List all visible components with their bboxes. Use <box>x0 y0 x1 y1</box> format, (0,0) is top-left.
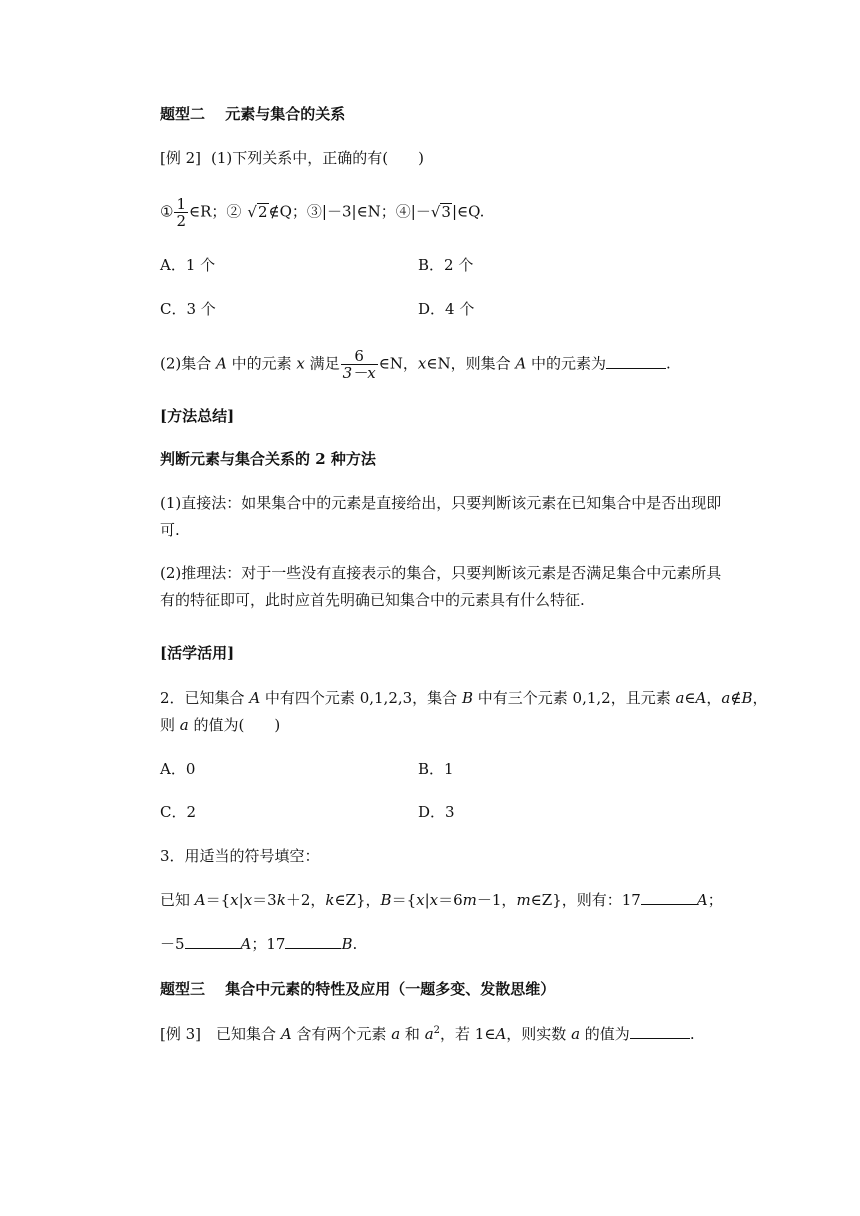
text: ∈Z}， <box>334 891 381 909</box>
var-A: A <box>216 354 227 373</box>
radicand: 3 <box>441 202 451 221</box>
fraction-6-over-3-x <box>341 348 378 381</box>
text: ＝3 <box>252 891 277 909</box>
answer-blank <box>606 354 666 369</box>
practice-question-3-line-2 <box>160 934 357 954</box>
option-a: A．1 个 <box>160 256 216 274</box>
section-heading-text: 题型三 集合中元素的特性及应用（一题多变、发散思维） <box>160 980 556 998</box>
text: －1， <box>476 891 517 909</box>
var-m: m <box>462 891 477 909</box>
method-paragraph-1-line-1: (1)直接法：如果集合中的元素是直接给出，只要判断该元素在已知集合中是否出现即 <box>160 494 722 512</box>
var-B: B <box>741 689 753 707</box>
text: 满足 <box>304 354 340 373</box>
var-a: a <box>424 1025 434 1043</box>
example-tag: [例 2] <box>160 149 202 167</box>
fraction-numerator: 6 <box>341 348 378 365</box>
var-A: A <box>280 1025 292 1043</box>
var-a: a <box>391 1025 401 1043</box>
var-A: A <box>240 935 252 953</box>
var-m: m <box>516 891 531 909</box>
answer-blank <box>641 890 697 905</box>
text: ， <box>752 689 768 707</box>
var-k: k <box>325 891 335 909</box>
text: 中的元素为 <box>526 354 607 373</box>
var-B: B <box>461 689 473 707</box>
text: 2．已知集合 <box>160 689 250 707</box>
text: ＝{ <box>205 891 231 909</box>
text: －5 <box>160 935 185 953</box>
var-x: x <box>296 354 305 373</box>
var-a: a <box>675 689 685 707</box>
text: ∉ <box>730 689 742 707</box>
practice-option-d: D．3 <box>418 803 455 821</box>
var-a: a <box>179 716 189 734</box>
method-paragraph-2-line-1: (2)推理法：对于一些没有直接表示的集合，只要判断该元素是否满足集合中元素所具 <box>160 564 722 582</box>
text: 中的元素 <box>226 354 297 373</box>
section-heading-text: 题型二 元素与集合的关系 <box>160 105 346 123</box>
var-k: k <box>276 891 286 909</box>
text: ∈Z}，则有：17 <box>530 891 641 909</box>
text: ∈N， <box>378 354 418 373</box>
relation-1-marker: ① <box>160 202 174 221</box>
relation-1-rest: ∈R；② <box>189 202 242 221</box>
var-x: x <box>429 891 439 909</box>
section-heading-3 <box>160 979 555 999</box>
text: ；17 <box>251 935 286 953</box>
text: | <box>424 891 430 909</box>
method-paragraph-2-line-2: 有的特征即可，此时应首先明确已知集合中的元素具有什么特征. <box>160 591 585 609</box>
var-x: x <box>417 354 427 373</box>
fraction-half <box>174 196 188 229</box>
method-title: 判断元素与集合关系的 2 种方法 <box>160 450 376 468</box>
section-heading-2 <box>160 104 345 124</box>
option-d: D．4 个 <box>418 300 475 318</box>
text: ∈ <box>684 689 696 707</box>
practice-question-3-line-1 <box>160 890 723 910</box>
text: ＝6 <box>438 891 463 909</box>
answer-blank <box>630 1024 690 1039</box>
text: ∈N，则集合 <box>426 354 516 373</box>
text: 已知 <box>160 891 195 909</box>
option-c: C．3 个 <box>160 300 216 318</box>
var-A: A <box>249 689 261 707</box>
text: ＝{ <box>391 891 417 909</box>
practice-question-3-title: 3．用适当的符号填空： <box>160 847 320 865</box>
practice-option-c: C．2 <box>160 803 197 821</box>
answer-blank <box>285 934 341 949</box>
fraction-denominator: 2 <box>176 212 186 230</box>
example-2-question-2 <box>160 348 671 381</box>
var-A: A <box>695 689 707 707</box>
var-B: B <box>380 891 392 909</box>
text: . <box>352 935 358 953</box>
var-x: x <box>243 891 253 909</box>
radicand: 2 <box>257 202 268 221</box>
text: 的值为( ) <box>188 716 281 734</box>
text: 已知集合 <box>201 1025 281 1043</box>
option-b: B．2 个 <box>418 256 474 274</box>
text: 含有两个元素 <box>291 1025 392 1043</box>
text: ，则实数 <box>506 1025 572 1043</box>
var-A: A <box>495 1025 507 1043</box>
practice-question-2-line-2 <box>160 715 280 735</box>
sqrt-3: √3 <box>430 202 451 221</box>
text: 中有三个元素 0,1,2，且元素 <box>472 689 676 707</box>
text: | <box>238 891 244 909</box>
practice-option-b: B．1 <box>418 760 454 778</box>
text: (2)集合 <box>160 354 217 373</box>
text: ＋2， <box>285 891 326 909</box>
text: . <box>666 354 671 373</box>
var-A: A <box>696 891 708 909</box>
text: . <box>689 1025 695 1043</box>
text: 中有四个元素 0,1,2,3，集合 <box>260 689 462 707</box>
text: 的值为 <box>580 1025 630 1043</box>
text: 和 <box>400 1025 425 1043</box>
relation-2-4-text: ∉Q；③|－3|∈N；④|－ <box>268 202 431 221</box>
var-x: x <box>230 891 239 909</box>
method-label: [方法总结] <box>160 407 235 425</box>
question-text: (1)下列关系中，正确的有( ) <box>211 149 424 167</box>
text: ，若 1∈ <box>440 1025 496 1043</box>
relation-4-rest: |∈Q. <box>451 202 485 221</box>
sqrt-2: √2 <box>247 202 268 221</box>
text: ； <box>707 891 723 909</box>
exponent: 2 <box>433 1025 441 1036</box>
var-A: A <box>515 354 527 373</box>
example-3-question <box>160 1024 695 1044</box>
example-tag: [例 3] <box>160 1025 202 1043</box>
practice-question-2-line-1 <box>160 688 768 708</box>
method-paragraph-1-line-2: 可. <box>160 521 180 539</box>
fraction-denominator: 3－x <box>342 364 376 382</box>
answer-blank <box>185 934 241 949</box>
practice-option-a: A．0 <box>160 760 196 778</box>
var-a: a <box>721 689 731 707</box>
example-2-question-1 <box>160 148 424 168</box>
var-x: x <box>416 891 425 909</box>
relations-line <box>160 196 484 229</box>
text: 则 <box>160 716 180 734</box>
practice-label: [活学活用] <box>160 644 235 662</box>
fraction-numerator: 1 <box>176 195 186 213</box>
var-B: B <box>341 935 353 953</box>
var-A: A <box>194 891 206 909</box>
text: ， <box>706 689 722 707</box>
var-a: a <box>571 1025 581 1043</box>
